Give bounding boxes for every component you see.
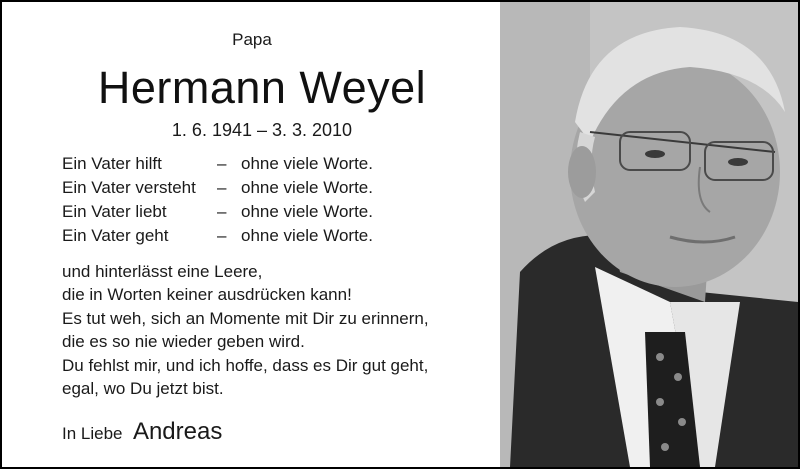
verse-dash: – [217, 178, 227, 197]
life-dates: 1. 6. 1941 – 3. 3. 2010 [171, 120, 353, 140]
paragraph-line: Du fehlst mir, und ich hoffe, dass es Dir gut geht, [62, 356, 429, 375]
verse-dash: – [217, 154, 227, 173]
paragraph-line: und hinterlässt eine Leere, [62, 262, 263, 281]
verse-right: ohne viele Worte. [241, 202, 373, 221]
portrait-photo [500, 2, 798, 467]
portrait-photo-icon [500, 2, 798, 467]
deceased-name: Hermann Weyel [97, 62, 427, 113]
text-column [2, 2, 502, 467]
paragraph-line: Es tut weh, sich an Momente mit Dir zu erinnern, [62, 309, 429, 328]
paragraph-momente [62, 307, 429, 353]
verse-right: ohne viele Worte. [241, 178, 373, 197]
closing [62, 418, 222, 446]
verse-line [62, 176, 373, 200]
signature: Andreas [132, 418, 223, 445]
paragraph-leere [62, 260, 352, 306]
verse-line [62, 224, 373, 248]
paragraph-fehlst [62, 354, 428, 400]
verse-left: Ein Vater versteht [62, 178, 196, 197]
paragraph-line: die es so nie wieder geben wird. [62, 332, 305, 351]
paragraph-line: die in Worten keiner ausdrücken kann! [62, 285, 352, 304]
salutation: Papa [232, 30, 272, 49]
verse-left: Ein Vater hilft [62, 154, 162, 173]
closing-phrase: In Liebe [62, 424, 123, 443]
verse-block [62, 152, 373, 248]
verse-line [62, 200, 373, 224]
verse-dash: – [217, 226, 227, 245]
verse-left: Ein Vater geht [62, 226, 169, 245]
verse-dash: – [217, 202, 227, 221]
verse-right: ohne viele Worte. [241, 154, 373, 173]
verse-line [62, 152, 373, 176]
verse-left: Ein Vater liebt [62, 202, 167, 221]
paragraph-line: egal, wo Du jetzt bist. [62, 379, 224, 398]
verse-right: ohne viele Worte. [241, 226, 373, 245]
